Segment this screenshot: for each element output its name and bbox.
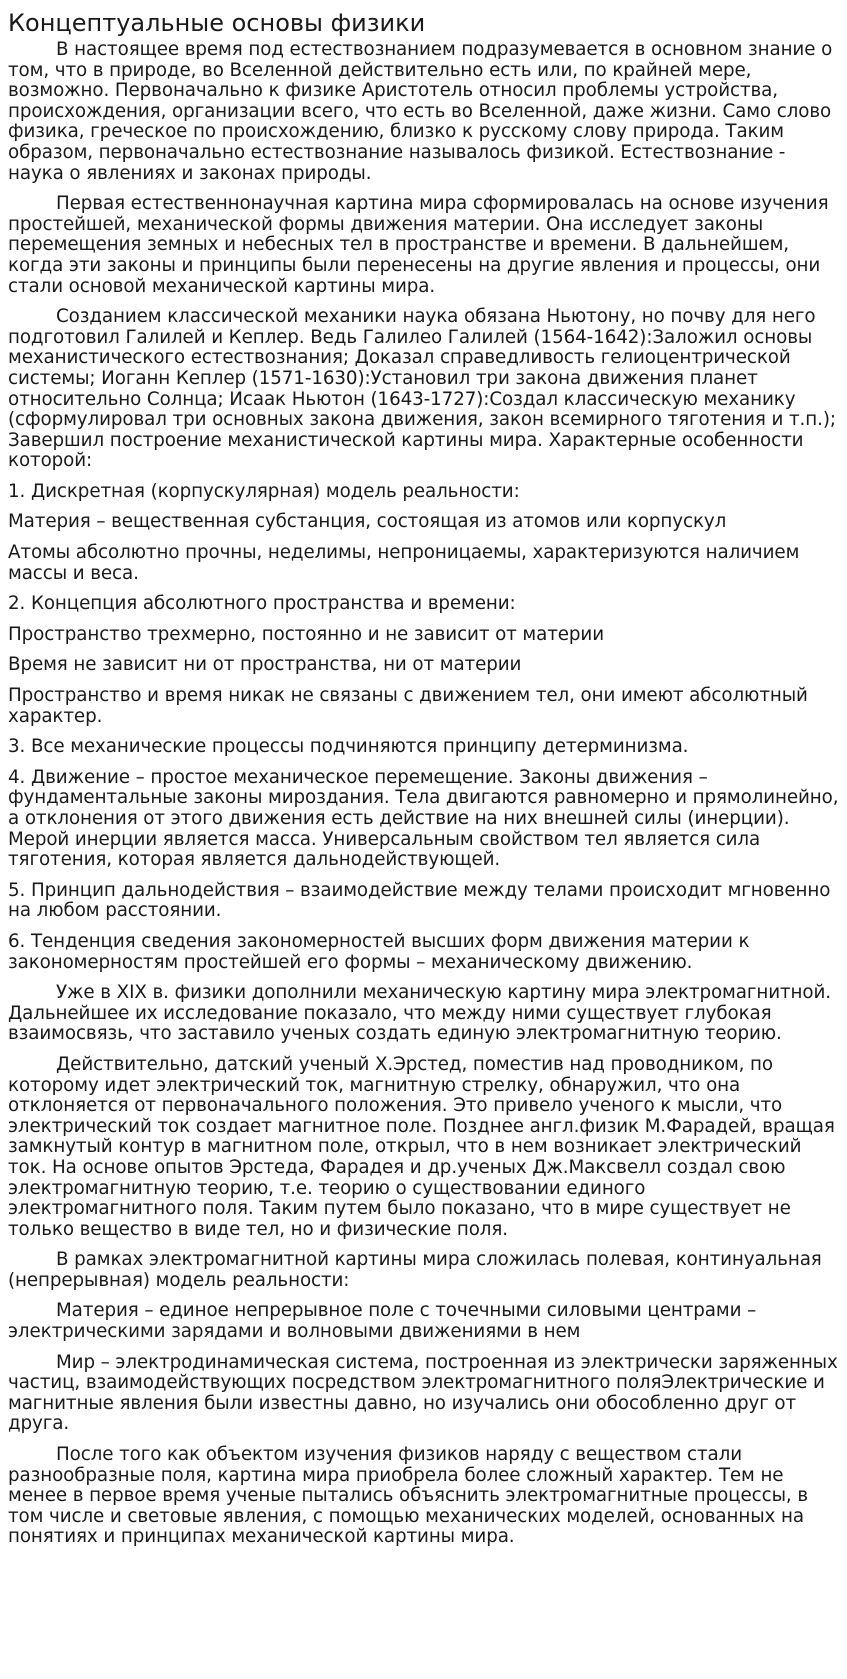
paragraph-intro: В настоящее время под естествознанием подразумевается в основном знание о том, что в природе, во Вселенной действительно есть или, по крайней мере, возможно. Первоначально к физике Аристотель относил проблемы устройства, происхождения, организации всего, что есть во Вселенной, даже жизни. Само слово физика, греческое по происхождению, близко к русскому слову природа. Таким образом, первоначально естествознание называлось физикой. Естествознание - наука о явлениях и законах природы.	[8, 39, 833, 184]
paragraph-first-picture: Первая естественнонаучная картина мира сформировалась на основе изучения простейшей, механической формы движения материи. Она исследует законы перемещения земных и небесных тел в пространстве и времени. В дальнейшем, когда эти законы и принципы были перенесены на другие явления и процессы, они стали основой механической картины мира.	[8, 193, 829, 297]
list-item-space-and-time: Пространство и время никак не связаны с движением тел, они имеют абсолютный характер.	[8, 685, 808, 727]
paragraph-oersted-faraday: Действительно, датский ученый Х.Эрстед, поместив над проводником, по которому идет электрический ток, магнитную стрелку, обнаружил, что она отклоняется от первоначального положения. Это привело ученого к мысли, что электрический ток создает магнитное поле. Позднее англ.физик М.Фарадей, вращая замкнутый контур в магнитном поле, открыл, что в нем возникает электрический ток. На основе опытов Эрстеда, Фарадея и др.ученых Дж.Максвелл создал свою электромагнитную теорию, т.е. теорию о существовании единого электромагнитного поля. Таким путем было показано, что в мире существует не только вещество в виде тел, но и физические поля.	[8, 1053, 835, 1240]
paragraph-conclusion: После того как объектом изучения физиков наряду с веществом стали разнообразные поля, картина мира приобрела более сложный характер. Тем не менее в первое время ученые пытались объяснить электромагнитные процессы, в том числе и световые явления, с помощью механических моделей, основанных на понятиях и принципах механической картины мира.	[8, 1444, 809, 1548]
paragraph-field-model: В рамках электромагнитной картины мира сложилась полевая, континуальная (непрерывная) модель реальности:	[8, 1249, 822, 1291]
list-item-atoms: Атомы абсолютно прочны, неделимы, непроницаемы, характеризуются наличием массы и веса.	[8, 542, 800, 584]
page-title: Концептуальные основы физики	[8, 9, 426, 37]
list-item-discrete-model: 1. Дискретная (корпускулярная) модель реальности:	[8, 480, 520, 502]
list-item-long-range-action: 5. Принцип дальнодействия – взаимодействие между телами происходит мгновенно на любом расстоянии.	[8, 879, 831, 922]
list-item-reduction: 6. Тенденция сведения закономерностей высших форм движения материи к закономерностям простейшей его формы – механическому движению.	[8, 930, 750, 973]
list-item-absolute-space-time: 2. Концепция абсолютного пространства и времени:	[8, 593, 516, 615]
paragraph-nineteenth-century: Уже в XIX в. физики дополнили механическую картину мира электромагнитной. Дальнейшее их исследование показало, что между ними существует глубокая взаимосвязь, что заставило ученых создать единую электромагнитную теорию.	[8, 982, 831, 1045]
paragraph-world-system: Мир – электродинамическая система, построенная из электрически заряженных частиц, взаимодействующих посредством электромагнитного поляЭлектрические и магнитные явления были известны давно, но изучались они обособленно друг от друга.	[8, 1351, 838, 1435]
paragraph-classical-mechanics: Созданием классической механики наука обязана Ньютону, но почву для него подготовил Галилей и Кеплер. Ведь Галилео Галилей (1564-1642):Заложил основы механистического естествознания; Доказал справедливость гелиоцентрической системы; Иоганн Кеплер (1571-1630):Установил три закона движения планет относительно Солнца; Исаак Ньютон (1643-1727):Создал классическую механику (сформулировал три основных закона движения, закон всемирного тяготения и т.п.); Завершил построение механистической картины мира. Характерные особенности которой:	[8, 306, 836, 472]
list-item-matter: Материя – вещественная субстанция, состоящая из атомов или корпускул	[8, 511, 727, 533]
list-item-space: Пространство трехмерно, постоянно и не зависит от материи	[8, 623, 604, 645]
list-item-determinism: 3. Все механические процессы подчиняются принципу детерминизма.	[8, 736, 689, 758]
list-item-time: Время не зависит ни от пространства, ни от материи	[8, 654, 522, 676]
paragraph-matter-field: Материя – единое непрерывное поле с точечными силовыми центрами – электрическими зарядами и волновыми движениями в нем	[8, 1300, 757, 1343]
list-item-motion: 4. Движение – простое механическое перемещение. Законы движения – фундаментальные законы мироздания. Тела двигаются равномерно и прямолинейно, а отклонения от этого движения есть действие на них внешней силы (инерции). Мерой инерции является масса. Универсальным свойством тел является сила тяготения, которая является дальнодействующей.	[8, 766, 839, 871]
